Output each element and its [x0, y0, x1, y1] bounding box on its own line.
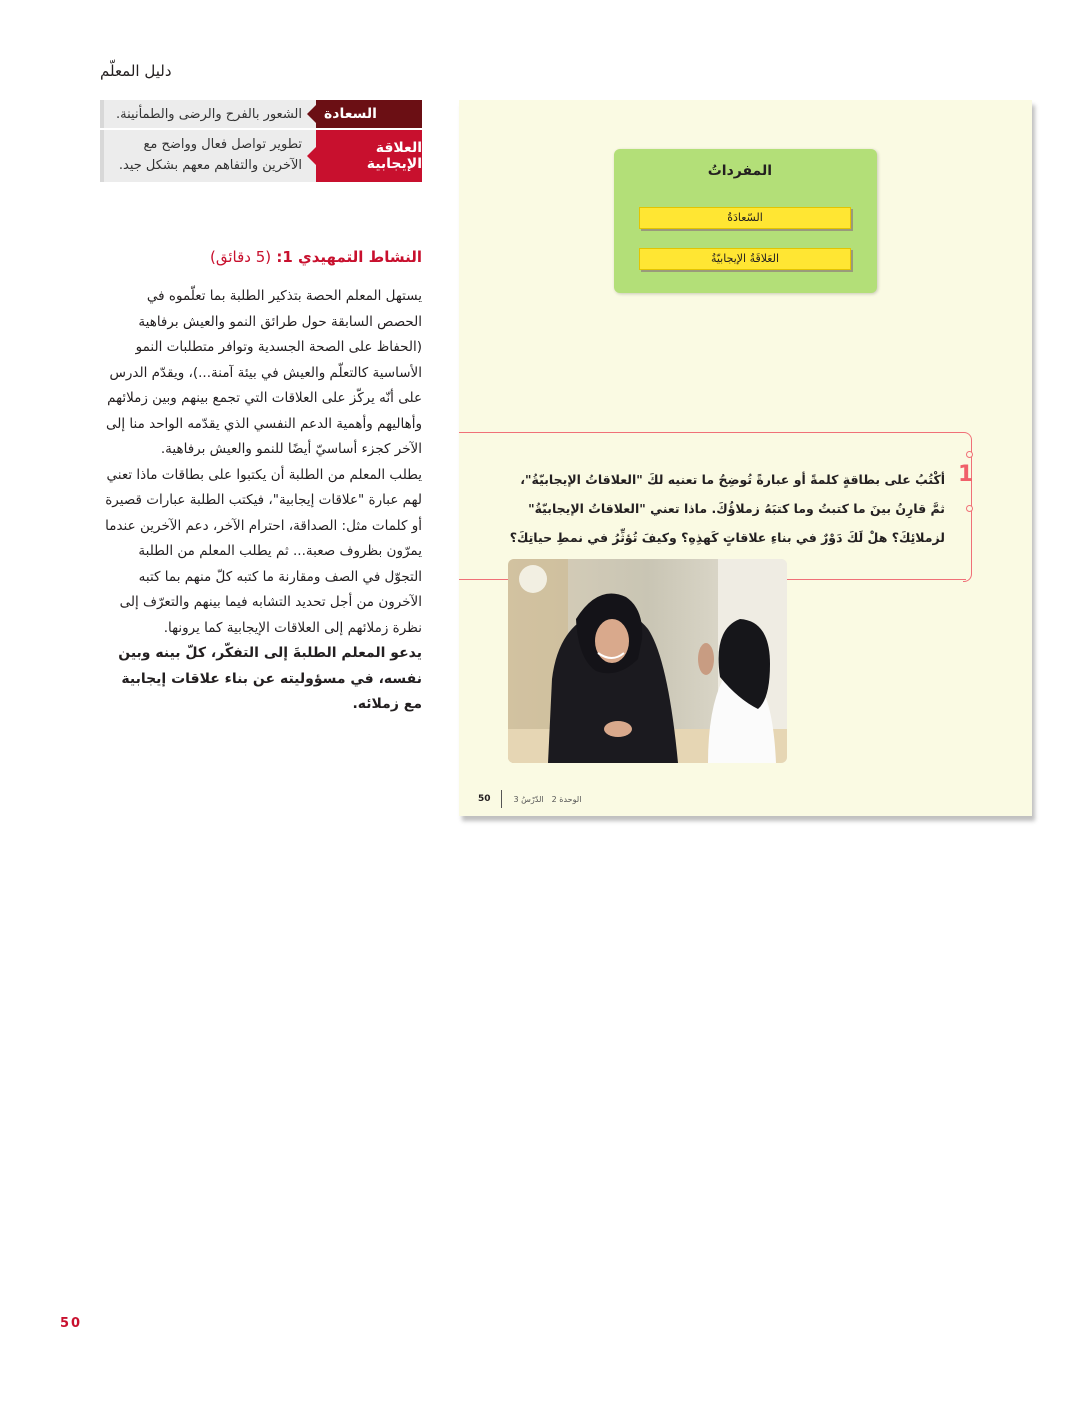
question-frame-bottom-left: [459, 579, 515, 580]
vocabulary-item: العَلاقَةُ الإيجابيّةُ: [639, 248, 851, 270]
activity-duration: (5 دقائق): [209, 248, 272, 266]
student-page-footer: [478, 790, 581, 808]
question-frame-bottom-right: [786, 579, 966, 580]
footer-divider: [501, 790, 502, 808]
question-number: 1: [958, 462, 974, 487]
activity-paragraph-1: يستهل المعلم الحصة بتذكير الطلبة بما تعلّموه في الحصص السابقة حول طرائق النمو والعيش برفاهية (الحفاظ على الصحة الجسدية وتوافر متطلبات النمو الأساسية كالتعلّم والعيش في بيئة آمنة...)، ويقدّم الدرس على أنّه يركّز على العلاقات التي تجمع بينهم وبين زملائهم وأهاليهم وأهمية الدعم النفسي الذي يقدّمه الواحد منا إلى الآخر كجزء أساسيّ أيضًا للنمو والعيش برفاهية.: [106, 288, 422, 457]
glossary-term: العلاقة الإيجابية: [316, 130, 422, 182]
glossary-row-positive-relationship: [100, 130, 422, 182]
glossary-definition: تطوير تواصل فعال وواضح مع الآخرين والتفاهم معهم بشكل جيد.: [100, 130, 316, 182]
photo-two-women-talking: [508, 559, 787, 763]
vocabulary-box: [614, 149, 877, 293]
glossary-row-happiness: [100, 100, 422, 128]
activity-paragraph-2: يطلب المعلم من الطلبة أن يكتبوا على بطاقات ماذا تعني لهم عبارة "علاقات إيجابية"، فيكتب الطلبة عبارات قصيرة أو كلمات مثل: الصداقة، احترام الآخر، دعم الآخرين عندما يمرّون بظروف صعبة... ثم يطلب المعلم من الطلبة التجوّل في الصف ومقارنة ما كتبه كلّ منهم بما كتبه الآخرون من أجل تحديد التشابه فيما بينهم والتعرّف إلى نظرة زملائهم إلى العلاقات الإيجابية كما يرونها.: [105, 466, 422, 636]
question-frame-top: [459, 432, 964, 433]
frame-dot: [966, 505, 973, 512]
page-number: 50: [60, 1316, 83, 1331]
activity-body: [100, 284, 422, 718]
glossary-term: السعادة: [316, 100, 422, 128]
vocabulary-item: السّعادَةُ: [639, 207, 851, 229]
activity-title-text: النشاط التمهيدي 1:: [276, 248, 422, 266]
glossary-definition: الشعور بالفرح والرضى والطمأنينة.: [100, 100, 316, 128]
frame-dot: [966, 451, 973, 458]
activity-paragraph-3: يدعو المعلم الطلبةَ إلى التفكّر، كلّ بينه وبين نفسه، في مسؤوليته عن بناء علاقات إيجابية مع زملائه.: [118, 645, 422, 712]
vocabulary-title: المفرداتُ: [707, 163, 772, 179]
student-page-number: 50: [478, 794, 491, 804]
guide-title: دليل المعلّم: [100, 62, 172, 80]
footer-unit: الوحدة 2: [551, 794, 582, 804]
activity-title: [100, 248, 422, 266]
question-text: أكْتُبُ على بطاقةٍ كلمةً أو عبارةً تُوضِحُ ما تعنيه لكَ "العلاقاتُ الإيجابيّةُ"، ثمَّ قارِنُ بينَ ما كتبتُ وما كتبَهُ زملاؤُكَ. ماذا تعني "العلاقاتُ الإيجابيّةُ" لزملائِكَ؟ هلْ لَكَ دَوْرٌ في بناءِ علاقاتٍ كَهذِهِ؟ وكيفَ تُؤثِّرُ في نمطِ حياتِكَ؟: [509, 472, 945, 545]
footer-lesson: الدّرْسُ 3: [513, 794, 544, 804]
glossary-table: [100, 100, 422, 182]
